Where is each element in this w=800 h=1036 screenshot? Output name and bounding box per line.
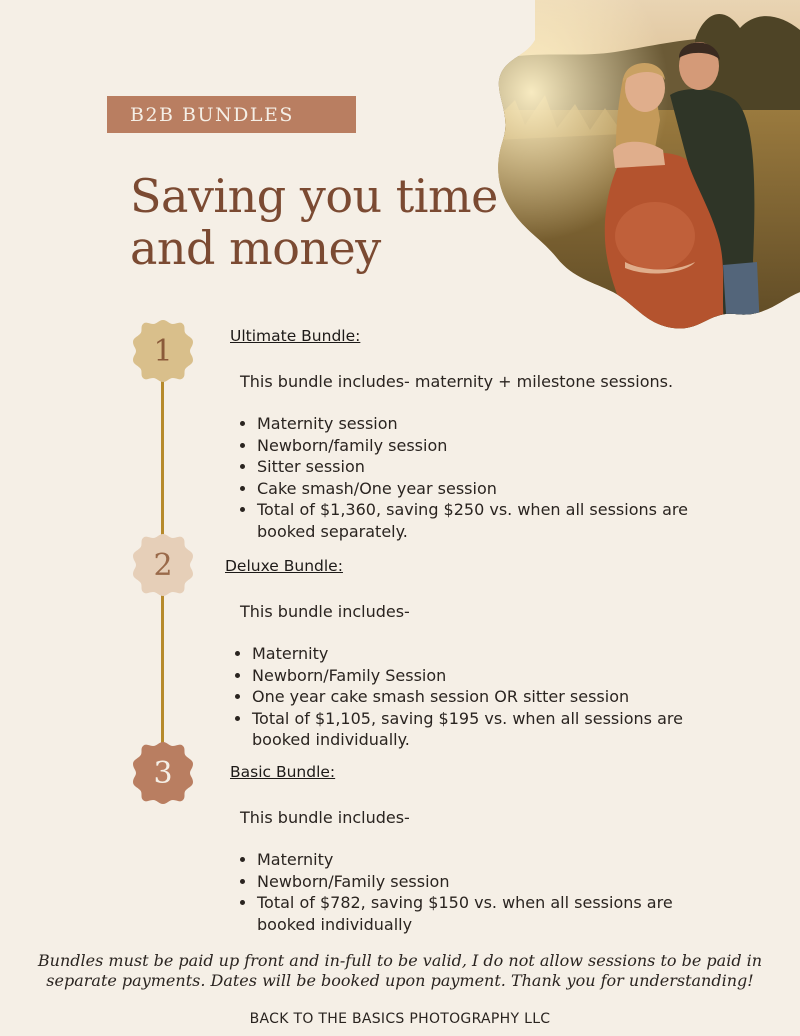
list-item: • Maternity session	[257, 413, 690, 435]
bundle-title: Ultimate Bundle:	[230, 327, 361, 345]
step-number: 1	[153, 333, 173, 369]
step-marker-1	[130, 318, 196, 384]
couple-photo	[495, 0, 800, 330]
list-item: • Newborn/Family session	[257, 871, 690, 893]
list-item: • One year cake smash session OR sitter session	[252, 686, 685, 708]
list-item: • Maternity	[257, 849, 690, 871]
list-item: • Total of $1,360, saving $250 vs. when all sessions are booked separately.	[257, 499, 690, 542]
business-name: BACK TO THE BASICS PHOTOGRAPHY LLC	[249, 1011, 551, 1027]
timeline-connector-1	[161, 378, 164, 538]
step-marker-3	[130, 740, 196, 806]
bundle-basic	[230, 762, 690, 935]
bundle-intro: This bundle includes- maternity + milestone sessions.	[240, 371, 674, 391]
bundle-intro: This bundle includes-	[240, 807, 410, 827]
bundle-items	[225, 643, 685, 751]
bundle-items	[230, 413, 690, 542]
title-line-1: Saving you time	[130, 169, 498, 223]
bundle-title: Basic Bundle:	[230, 763, 336, 781]
page-title	[130, 170, 498, 274]
step-number: 2	[153, 547, 173, 583]
step-number: 3	[153, 755, 173, 791]
list-item: • Sitter session	[257, 456, 690, 478]
list-item: • Newborn/family session	[257, 435, 690, 457]
timeline-connector-2	[161, 594, 164, 746]
bundle-ultimate	[230, 326, 690, 542]
list-item: • Cake smash/One year session	[257, 478, 690, 500]
list-item: • Maternity	[252, 643, 685, 665]
title-line-2: and money	[130, 221, 381, 275]
bundle-intro: This bundle includes-	[240, 601, 410, 621]
bundle-title: Deluxe Bundle:	[225, 557, 343, 575]
list-item: • Total of $1,105, saving $195 vs. when all sessions are booked individually.	[252, 708, 685, 751]
list-item: • Total of $782, saving $150 vs. when all sessions are booked individually	[257, 892, 690, 935]
bundle-items	[230, 849, 690, 935]
bundle-deluxe	[225, 556, 685, 751]
payment-note: Bundles must be paid up front and in-full to be valid, I do not allow sessions to be paid in separate payments. Dates will be booked upon payment. Thank you for understanding!	[37, 951, 763, 990]
section-badge: B2B BUNDLES	[107, 96, 356, 133]
list-item: • Newborn/Family Session	[252, 665, 685, 687]
step-marker-2	[130, 532, 196, 598]
